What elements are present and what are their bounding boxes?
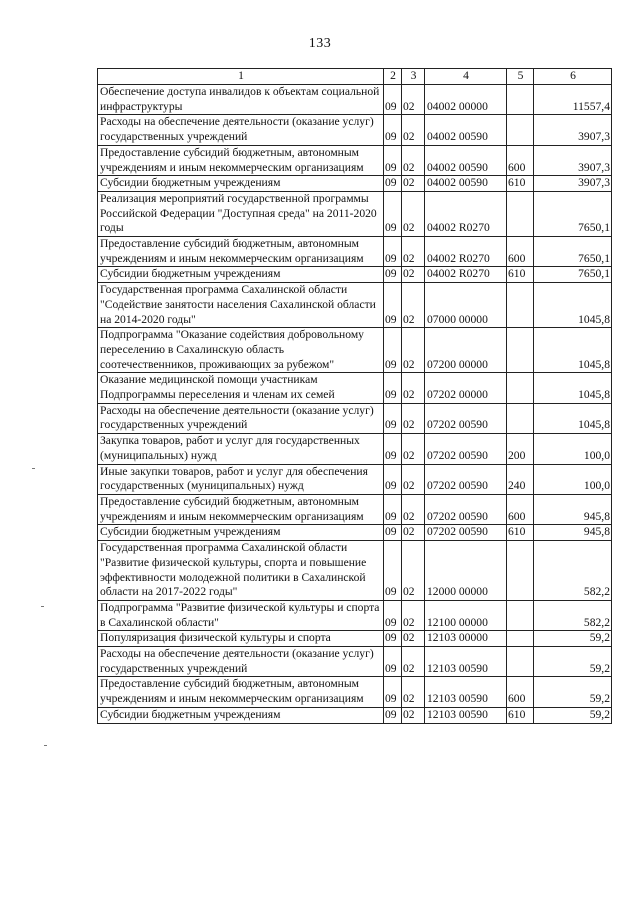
row-expense-type-cell: 610 (507, 525, 534, 541)
row-target-article-cell: 12103 00590 (425, 677, 507, 707)
row-target-article-cell: 04002 00000 (425, 85, 507, 115)
row-amount-cell: 945,8 (534, 525, 612, 541)
row-target-article-cell: 07202 00590 (425, 494, 507, 524)
table-row (98, 541, 612, 601)
row-subsection-cell: 02 (402, 434, 425, 464)
scan-mark (32, 468, 35, 469)
row-target-article-cell: 12103 00590 (425, 647, 507, 677)
row-name-cell: Популяризация физической культуры и спорта (98, 631, 384, 647)
row-amount-cell: 1045,8 (534, 328, 612, 373)
row-amount-cell: 3907,3 (534, 145, 612, 175)
row-name-cell: Обеспечение доступа инвалидов к объектам социальной инфраструктуры (98, 85, 384, 115)
row-subsection-cell: 02 (402, 541, 425, 601)
row-amount-cell: 7650,1 (534, 237, 612, 267)
scan-mark (41, 606, 44, 607)
row-amount-cell: 582,2 (534, 541, 612, 601)
row-subsection-cell: 02 (402, 647, 425, 677)
row-subsection-cell: 02 (402, 267, 425, 283)
table-row (98, 494, 612, 524)
row-name-cell: Государственная программа Сахалинской области "Развитие физической культуры, спорта и повышение эффективности молодежной политики в Сахалинской области на 2017-2022 годы" (98, 541, 384, 601)
table-row (98, 677, 612, 707)
table-row (98, 600, 612, 630)
table-row (98, 85, 612, 115)
row-subsection-cell: 02 (402, 677, 425, 707)
row-name-cell: Расходы на обеспечение деятельности (оказание услуг) государственных учреждений (98, 403, 384, 433)
row-amount-cell: 3907,3 (534, 176, 612, 192)
row-section-cell: 09 (384, 176, 402, 192)
row-amount-cell: 7650,1 (534, 267, 612, 283)
row-section-cell: 09 (384, 283, 402, 328)
row-target-article-cell: 07202 00590 (425, 525, 507, 541)
header-cell-6: 6 (534, 69, 612, 85)
row-target-article-cell: 07200 00000 (425, 328, 507, 373)
row-section-cell: 09 (384, 191, 402, 236)
row-amount-cell: 1045,8 (534, 373, 612, 403)
table-row (98, 283, 612, 328)
row-amount-cell: 59,2 (534, 707, 612, 723)
row-amount-cell: 945,8 (534, 494, 612, 524)
row-target-article-cell: 04002 R0270 (425, 191, 507, 236)
row-name-cell: Закупка товаров, работ и услуг для государственных (муниципальных) нужд (98, 434, 384, 464)
budget-table (97, 68, 612, 724)
row-expense-type-cell: 600 (507, 677, 534, 707)
row-expense-type-cell: 240 (507, 464, 534, 494)
table-body (98, 85, 612, 724)
row-subsection-cell: 02 (402, 115, 425, 145)
table-row (98, 373, 612, 403)
row-subsection-cell: 02 (402, 525, 425, 541)
row-section-cell: 09 (384, 373, 402, 403)
row-amount-cell: 1045,8 (534, 403, 612, 433)
row-subsection-cell: 02 (402, 85, 425, 115)
header-cell-1: 1 (98, 69, 384, 85)
page-number: 133 (308, 36, 332, 51)
row-amount-cell: 3907,3 (534, 115, 612, 145)
row-target-article-cell: 04002 00590 (425, 176, 507, 192)
row-subsection-cell: 02 (402, 328, 425, 373)
row-expense-type-cell (507, 115, 534, 145)
table-row (98, 267, 612, 283)
row-subsection-cell: 02 (402, 464, 425, 494)
row-section-cell: 09 (384, 600, 402, 630)
row-subsection-cell: 02 (402, 283, 425, 328)
row-section-cell: 09 (384, 541, 402, 601)
row-section-cell: 09 (384, 115, 402, 145)
row-section-cell: 09 (384, 145, 402, 175)
row-name-cell: Предоставление субсидий бюджетным, автономным учреждениям и иным некоммерческим организациям (98, 677, 384, 707)
row-expense-type-cell: 600 (507, 237, 534, 267)
row-subsection-cell: 02 (402, 373, 425, 403)
table-row (98, 328, 612, 373)
table-row (98, 434, 612, 464)
row-expense-type-cell (507, 403, 534, 433)
table-row (98, 525, 612, 541)
table-row (98, 191, 612, 236)
row-expense-type-cell (507, 373, 534, 403)
header-cell-3: 3 (402, 69, 425, 85)
row-expense-type-cell (507, 328, 534, 373)
row-subsection-cell: 02 (402, 237, 425, 267)
row-subsection-cell: 02 (402, 176, 425, 192)
row-subsection-cell: 02 (402, 707, 425, 723)
row-name-cell: Иные закупки товаров, работ и услуг для обеспечения государственных (муниципальных) нужд (98, 464, 384, 494)
row-target-article-cell: 07202 00590 (425, 464, 507, 494)
row-subsection-cell: 02 (402, 191, 425, 236)
row-expense-type-cell (507, 541, 534, 601)
row-target-article-cell: 12103 00590 (425, 707, 507, 723)
row-amount-cell: 7650,1 (534, 191, 612, 236)
row-section-cell: 09 (384, 631, 402, 647)
row-name-cell: Подпрограмма "Развитие физической культуры и спорта в Сахалинской области" (98, 600, 384, 630)
row-target-article-cell: 07202 00000 (425, 373, 507, 403)
table-row (98, 237, 612, 267)
table-row (98, 707, 612, 723)
row-target-article-cell: 12103 00000 (425, 631, 507, 647)
row-expense-type-cell: 600 (507, 145, 534, 175)
row-amount-cell: 59,2 (534, 631, 612, 647)
row-name-cell: Расходы на обеспечение деятельности (оказание услуг) государственных учреждений (98, 647, 384, 677)
row-amount-cell: 100,0 (534, 464, 612, 494)
row-target-article-cell: 04002 R0270 (425, 267, 507, 283)
row-name-cell: Подпрограмма "Оказание содействия добровольному переселению в Сахалинскую область соотечественников, проживающих за рубежом" (98, 328, 384, 373)
row-expense-type-cell: 200 (507, 434, 534, 464)
row-expense-type-cell: 610 (507, 176, 534, 192)
row-amount-cell: 59,2 (534, 647, 612, 677)
row-target-article-cell: 04002 00590 (425, 115, 507, 145)
row-expense-type-cell (507, 283, 534, 328)
row-expense-type-cell: 610 (507, 707, 534, 723)
row-amount-cell: 1045,8 (534, 283, 612, 328)
row-name-cell: Субсидии бюджетным учреждениям (98, 525, 384, 541)
row-target-article-cell: 04002 R0270 (425, 237, 507, 267)
row-name-cell: Субсидии бюджетным учреждениям (98, 267, 384, 283)
row-expense-type-cell (507, 85, 534, 115)
header-cell-2: 2 (384, 69, 402, 85)
row-subsection-cell: 02 (402, 403, 425, 433)
row-section-cell: 09 (384, 328, 402, 373)
row-subsection-cell: 02 (402, 145, 425, 175)
table-row (98, 631, 612, 647)
row-name-cell: Государственная программа Сахалинской области "Содействие занятости населения Сахалинской области на 2014-2020 годы" (98, 283, 384, 328)
table-row (98, 115, 612, 145)
row-target-article-cell: 04002 00590 (425, 145, 507, 175)
row-expense-type-cell (507, 647, 534, 677)
row-expense-type-cell (507, 600, 534, 630)
row-section-cell: 09 (384, 267, 402, 283)
row-name-cell: Предоставление субсидий бюджетным, автономным учреждениям и иным некоммерческим организациям (98, 145, 384, 175)
header-cell-5: 5 (507, 69, 534, 85)
row-section-cell: 09 (384, 525, 402, 541)
row-amount-cell: 59,2 (534, 677, 612, 707)
row-amount-cell: 11557,4 (534, 85, 612, 115)
row-expense-type-cell: 600 (507, 494, 534, 524)
row-amount-cell: 100,0 (534, 434, 612, 464)
row-name-cell: Предоставление субсидий бюджетным, автономным учреждениям и иным некоммерческим организациям (98, 237, 384, 267)
row-section-cell: 09 (384, 494, 402, 524)
row-section-cell: 09 (384, 647, 402, 677)
header-cell-4: 4 (425, 69, 507, 85)
row-section-cell: 09 (384, 464, 402, 494)
row-expense-type-cell (507, 631, 534, 647)
row-section-cell: 09 (384, 434, 402, 464)
row-subsection-cell: 02 (402, 494, 425, 524)
row-section-cell: 09 (384, 707, 402, 723)
row-section-cell: 09 (384, 85, 402, 115)
row-section-cell: 09 (384, 237, 402, 267)
row-name-cell: Предоставление субсидий бюджетным, автономным учреждениям и иным некоммерческим организациям (98, 494, 384, 524)
scan-mark (44, 745, 47, 746)
row-section-cell: 09 (384, 677, 402, 707)
row-name-cell: Субсидии бюджетным учреждениям (98, 707, 384, 723)
row-subsection-cell: 02 (402, 600, 425, 630)
row-expense-type-cell: 610 (507, 267, 534, 283)
row-target-article-cell: 07202 00590 (425, 434, 507, 464)
row-target-article-cell: 12000 00000 (425, 541, 507, 601)
row-name-cell: Расходы на обеспечение деятельности (оказание услуг) государственных учреждений (98, 115, 384, 145)
row-name-cell: Субсидии бюджетным учреждениям (98, 176, 384, 192)
table-header-row (98, 69, 612, 85)
row-target-article-cell: 07000 00000 (425, 283, 507, 328)
row-expense-type-cell (507, 191, 534, 236)
table-row (98, 647, 612, 677)
row-name-cell: Оказание медицинской помощи участникам Подпрограммы переселения и членам их семей (98, 373, 384, 403)
row-amount-cell: 582,2 (534, 600, 612, 630)
row-name-cell: Реализация мероприятий государственной программы Российской Федерации "Доступная среда" на 2011-2020 годы (98, 191, 384, 236)
table-row (98, 403, 612, 433)
row-subsection-cell: 02 (402, 631, 425, 647)
row-target-article-cell: 07202 00590 (425, 403, 507, 433)
row-section-cell: 09 (384, 403, 402, 433)
table-row (98, 464, 612, 494)
table-row (98, 176, 612, 192)
table-row (98, 145, 612, 175)
row-target-article-cell: 12100 00000 (425, 600, 507, 630)
